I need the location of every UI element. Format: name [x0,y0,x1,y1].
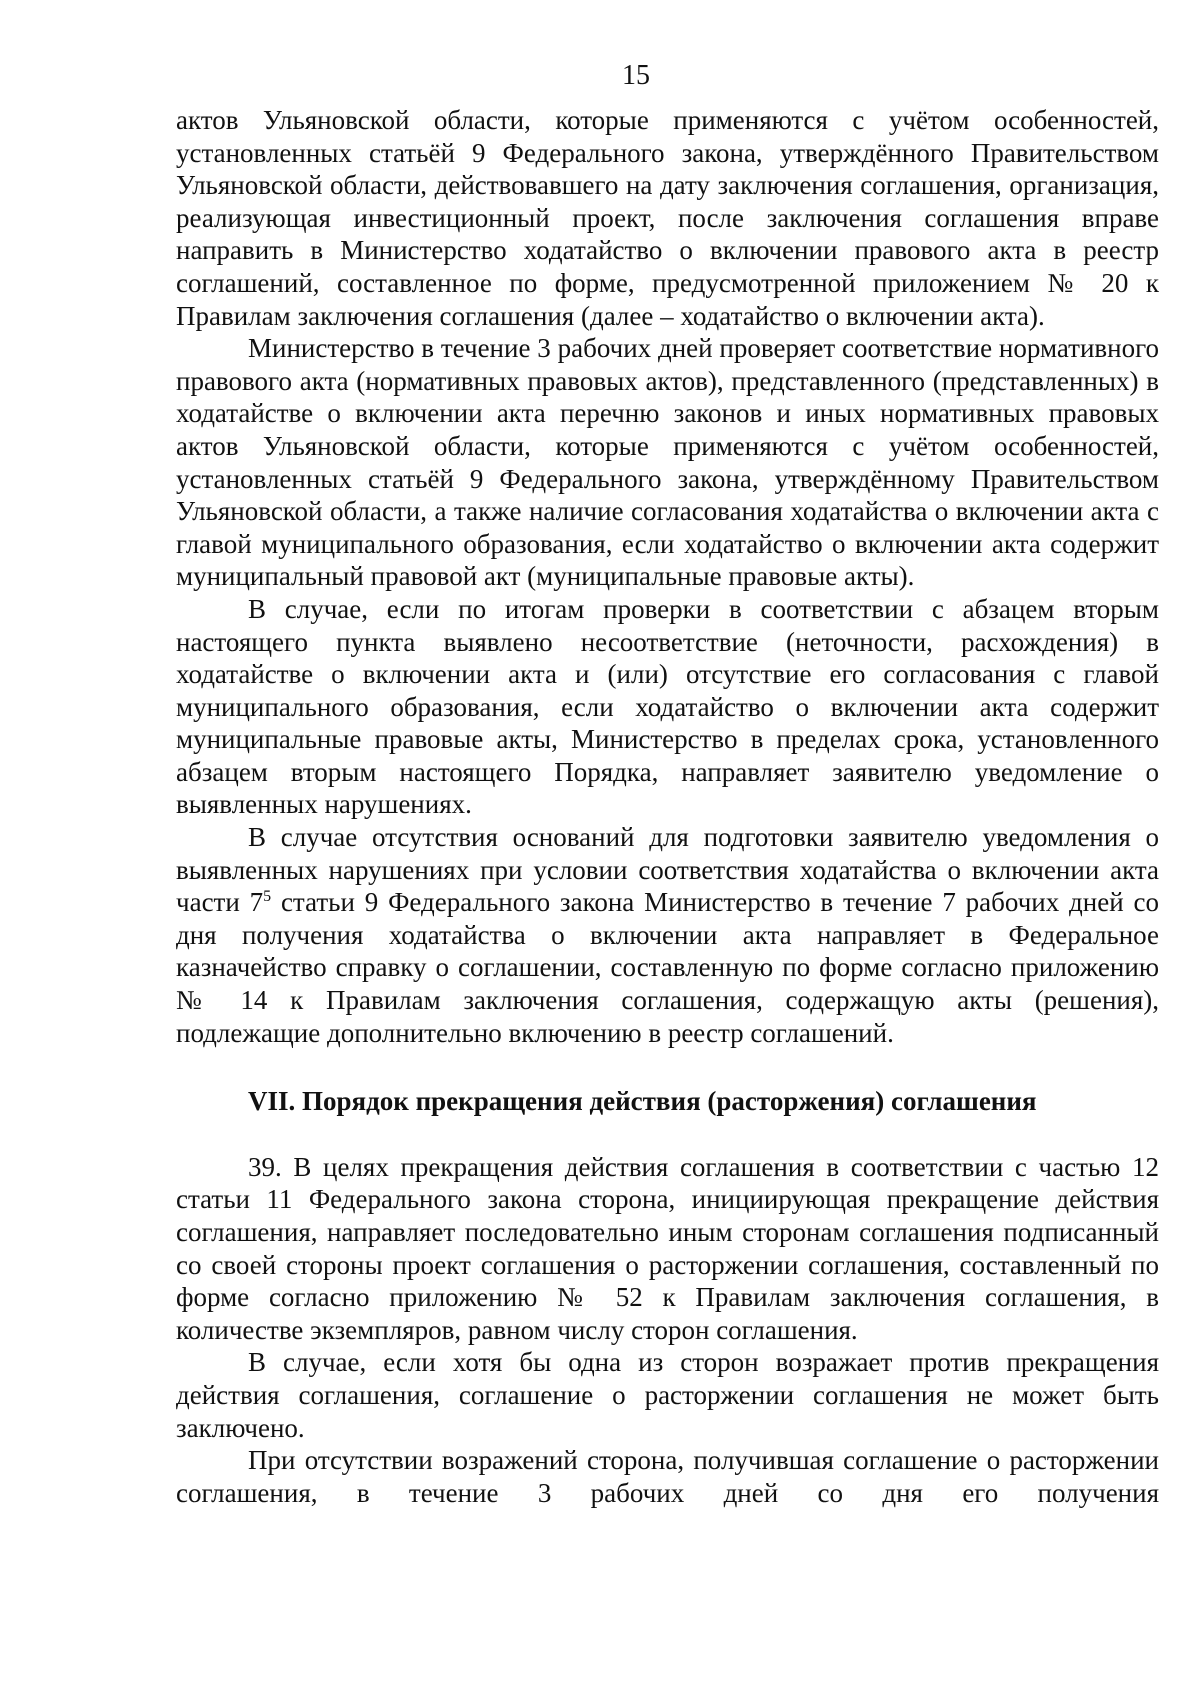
paragraph-4-text-start: В случае отсутствия оснований для подготовки заявителю уведомления о выявленных нарушениях при условии соответствия ходатайства о включении акта части 7 [176,822,1159,918]
paragraph-7: При отсутствии возражений сторона, получившая соглашение о расторжении соглашения, в течение 3 рабочих дней со дня его получения [176,1445,1159,1508]
paragraph-4-text-end: статьи 9 Федерального закона Министерство в течение 7 рабочих дней со дня получения ходатайства о включении акта направляет в Федеральное казначейство справку о соглашении, составленную по форме согласно приложению № 14 к Правилам заключения соглашения, содержащую акты (решения), подлежащие дополнительно включению в реестр соглашений. [176,887,1159,1048]
paragraph-6: В случае, если хотя бы одна из сторон возражает против прекращения действия соглашения, соглашение о расторжении соглашения не может быть заключено. [176,1347,1159,1443]
section-heading: VII. Порядок прекращения действия (расторжения) соглашения [248,1086,1037,1117]
paragraph-5: 39. В целях прекращения действия соглашения в соответствии с частью 12 статьи 11 Федерального закона сторона, инициирующая прекращение действия соглашения, направляет последовательно иным сторонам соглашения подписанный со своей стороны проект соглашения о расторжении соглашения, составленный по форме согласно приложению № 52 к Правилам заключения соглашения, в количестве экземпляров, равном числу сторон соглашения. [176,1151,1159,1345]
paragraph-3: В случае, если по итогам проверки в соответствии с абзацем вторым настоящего пункта выявлено несоответствие (неточности, расхождения) в ходатайстве о включении акта и (или) отсутствие его согласования с главой муниципального образования, если ходатайство о включении акта содержит муниципальные правовые акты, Министерство в пределах срока, установленного абзацем вторым настоящего Порядка, направляет заявителю уведомление о выявленных нарушениях. [176,593,1159,820]
paragraph-2: Министерство в течение 3 рабочих дней проверяет соответствие нормативного правового акта (нормативных правовых актов), представленного (представленных) в ходатайстве о включении акта перечню законов и иных нормативных правовых актов Ульяновской области, которые применяются с учётом особенностей, установленных статьёй 9 Федерального закона, утверждённому Правительством Ульяновской области, а также наличие согласования ходатайства о включении акта с главой муниципального образования, если ходатайство о включении акта содержит муниципальный правовой акт (муниципальные правовые акты). [176,333,1159,592]
page-number: 15 [622,60,650,91]
paragraph-4-superscript: 5 [263,888,272,906]
paragraph-4 [176,821,1159,1049]
paragraph-1: актов Ульяновской области, которые применяются с учётом особенностей, установленных статьёй 9 Федерального закона, утверждённого Правительством Ульяновской области, действовавшего на дату заключения соглашения, организация, реализующая инвестиционный проект, после заключения соглашения вправе направить в Министерство ходатайство о включении правового акта в реестр соглашений, составленное по форме, предусмотренной приложением № 20 к Правилам заключения соглашения (далее – ходатайство о включении акта). [176,105,1159,331]
document-body [176,104,1159,1509]
